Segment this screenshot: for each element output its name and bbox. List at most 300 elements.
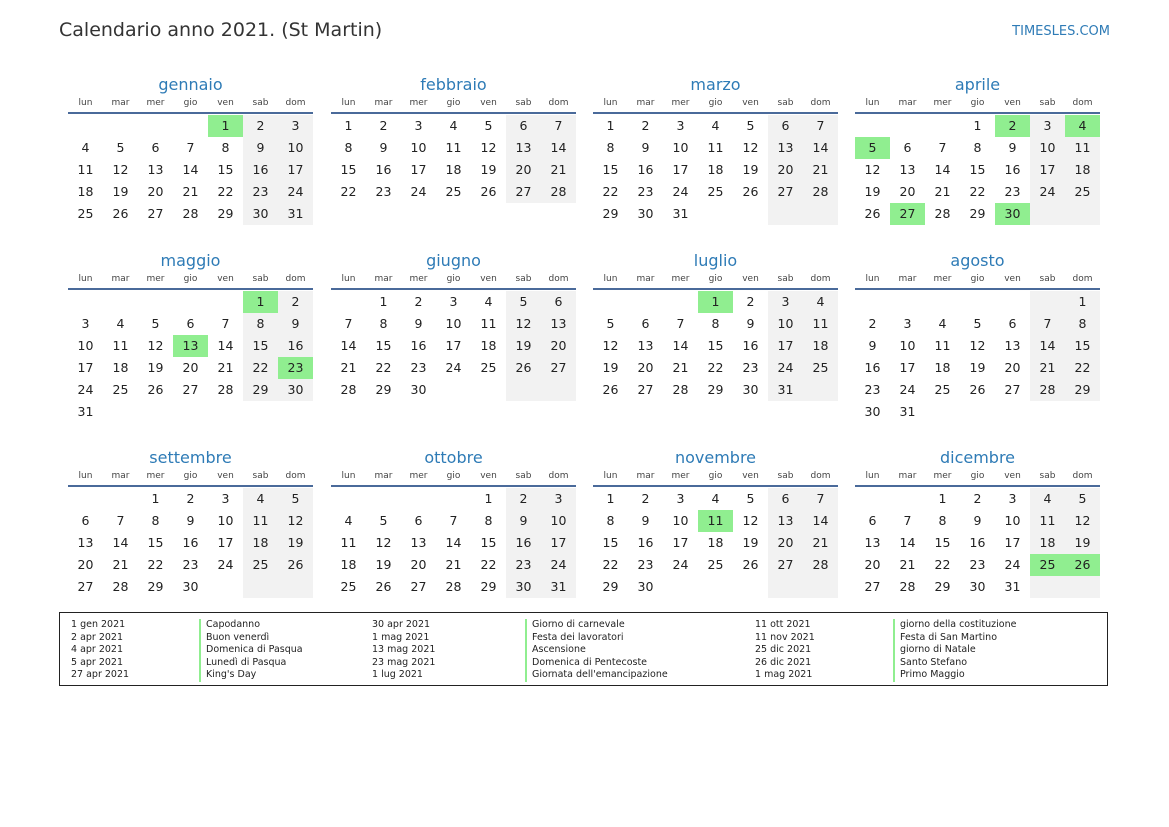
empty-cell xyxy=(698,576,733,598)
empty-cell xyxy=(855,291,890,313)
day-cell: 20 xyxy=(1004,360,1021,375)
weekday-label: lun xyxy=(865,274,880,284)
month-dicembre xyxy=(855,448,1100,598)
weekday-label: mar xyxy=(898,98,917,108)
legend-dates-column xyxy=(755,619,815,682)
day-cell: 18 xyxy=(243,532,278,554)
day-cell: 22 xyxy=(602,184,619,199)
day-cell: 15 xyxy=(602,535,619,550)
day-cell: 16 xyxy=(742,338,759,353)
weekday-label: lun xyxy=(78,98,93,108)
day-cell: 17 xyxy=(445,338,462,353)
day-cell: 9 xyxy=(641,513,650,528)
day-cell: 22 xyxy=(340,184,357,199)
day-cell: 15 xyxy=(375,338,392,353)
empty-cell xyxy=(663,291,698,313)
day-cell: 21 xyxy=(1030,357,1065,379)
day-cell: 26 xyxy=(602,382,619,397)
day-cell: 29 xyxy=(147,579,164,594)
day-cell: 16 xyxy=(637,535,654,550)
day-cell: 25 xyxy=(707,557,724,572)
day-cell: 5 xyxy=(484,118,493,133)
day-cell: 27 xyxy=(768,181,803,203)
day-cell: 21 xyxy=(112,557,129,572)
days-grid xyxy=(593,291,838,401)
empty-cell xyxy=(1065,401,1100,423)
weekday-header xyxy=(593,272,838,290)
day-cell: 9 xyxy=(379,140,388,155)
month-name: aprile xyxy=(954,75,1001,94)
empty-cell xyxy=(138,401,173,423)
day-cell: 10 xyxy=(541,510,576,532)
day-cell: 31 xyxy=(278,203,313,225)
legend-date: 11 nov 2021 xyxy=(755,631,815,643)
day-cell: 14 xyxy=(541,137,576,159)
empty-cell xyxy=(593,291,628,313)
day-cell: 7 xyxy=(186,140,195,155)
page-title: Calendario anno 2021. (St Martin) xyxy=(59,19,383,41)
legend-date: 30 apr 2021 xyxy=(372,619,431,630)
month-name: settembre xyxy=(149,448,232,467)
day-cell: 19 xyxy=(742,162,759,177)
day-cell: 22 xyxy=(969,184,986,199)
month-name: novembre xyxy=(674,448,757,467)
day-cell: 7 xyxy=(344,316,353,331)
day-cell: 28 xyxy=(182,206,199,221)
day-cell: 21 xyxy=(899,557,916,572)
weekday-label: mer xyxy=(671,471,690,481)
day-cell: 20 xyxy=(410,557,427,572)
day-cell: 10 xyxy=(278,137,313,159)
holiday-day: 2 xyxy=(995,115,1030,137)
day-cell: 30 xyxy=(243,203,278,225)
day-cell: 23 xyxy=(410,360,427,375)
day-cell: 22 xyxy=(602,557,619,572)
empty-cell xyxy=(803,379,838,401)
day-cell: 9 xyxy=(1008,140,1017,155)
holiday-day: 1 xyxy=(698,291,733,313)
weekday-label: ven xyxy=(742,98,759,108)
weekday-label: dom xyxy=(285,274,306,284)
day-cell: 13 xyxy=(899,162,916,177)
day-cell: 24 xyxy=(1030,181,1065,203)
day-cell: 13 xyxy=(541,313,576,335)
weekday-label: dom xyxy=(1072,471,1093,481)
day-cell: 9 xyxy=(746,316,755,331)
weekday-label: mer xyxy=(146,274,165,284)
day-cell: 30 xyxy=(278,379,313,401)
legend-date: 2 apr 2021 xyxy=(71,631,124,643)
day-cell: 6 xyxy=(506,115,541,137)
month-ottobre xyxy=(331,448,576,598)
day-cell: 6 xyxy=(151,140,160,155)
day-cell: 21 xyxy=(672,360,689,375)
day-cell: 27 xyxy=(77,579,94,594)
day-cell: 29 xyxy=(480,579,497,594)
day-cell: 10 xyxy=(672,140,689,155)
day-cell: 19 xyxy=(278,532,313,554)
empty-cell xyxy=(138,115,173,137)
day-cell: 16 xyxy=(375,162,392,177)
day-cell: 17 xyxy=(77,360,94,375)
day-cell: 6 xyxy=(768,488,803,510)
day-cell: 22 xyxy=(147,557,164,572)
day-cell: 10 xyxy=(217,513,234,528)
weekday-label: ven xyxy=(742,274,759,284)
weekday-header xyxy=(331,469,576,487)
day-cell: 9 xyxy=(243,137,278,159)
day-cell: 1 xyxy=(344,118,353,133)
weekday-label: gio xyxy=(183,471,198,481)
day-cell: 12 xyxy=(375,535,392,550)
day-cell: 26 xyxy=(864,206,881,221)
month-luglio xyxy=(593,251,838,401)
day-cell: 23 xyxy=(637,557,654,572)
day-cell: 18 xyxy=(1065,159,1100,181)
day-cell: 14 xyxy=(1030,335,1065,357)
empty-cell xyxy=(803,203,838,225)
weekday-label: mer xyxy=(146,471,165,481)
day-cell: 2 xyxy=(746,294,755,309)
day-cell: 11 xyxy=(340,535,357,550)
day-cell: 25 xyxy=(445,184,462,199)
weekday-label: gio xyxy=(708,274,723,284)
weekday-label: ven xyxy=(742,471,759,481)
day-cell: 30 xyxy=(742,382,759,397)
day-cell: 7 xyxy=(541,115,576,137)
day-cell: 31 xyxy=(77,404,94,419)
day-cell: 6 xyxy=(641,316,650,331)
day-cell: 17 xyxy=(672,162,689,177)
holiday-day: 5 xyxy=(855,137,890,159)
weekday-label: gio xyxy=(970,274,985,284)
weekday-label: mer xyxy=(933,274,952,284)
holiday-day: 1 xyxy=(208,115,243,137)
weekday-label: mar xyxy=(898,471,917,481)
day-cell: 6 xyxy=(414,513,423,528)
day-cell: 27 xyxy=(182,382,199,397)
day-cell: 18 xyxy=(112,360,129,375)
day-cell: 25 xyxy=(1065,181,1100,203)
day-cell: 13 xyxy=(77,535,94,550)
day-cell: 24 xyxy=(899,382,916,397)
empty-cell xyxy=(173,115,208,137)
month-name: luglio xyxy=(693,251,738,270)
days-grid xyxy=(68,115,313,225)
day-cell: 2 xyxy=(973,491,982,506)
day-cell: 25 xyxy=(803,357,838,379)
weekday-header xyxy=(855,272,1100,290)
weekday-label: mer xyxy=(933,98,952,108)
empty-cell xyxy=(628,291,663,313)
legend-names-column xyxy=(525,619,668,682)
day-cell: 5 xyxy=(746,491,755,506)
month-name: febbraio xyxy=(420,75,487,94)
empty-cell xyxy=(1030,401,1065,423)
weekday-label: sab xyxy=(1039,98,1056,108)
day-cell: 20 xyxy=(768,532,803,554)
day-cell: 3 xyxy=(278,115,313,137)
day-cell: 22 xyxy=(707,360,724,375)
holiday-legend xyxy=(59,612,1108,686)
day-cell: 17 xyxy=(1004,535,1021,550)
day-cell: 1 xyxy=(484,491,493,506)
month-name: maggio xyxy=(160,251,221,270)
day-cell: 4 xyxy=(803,291,838,313)
weekday-label: sab xyxy=(777,471,794,481)
weekday-label: mer xyxy=(409,471,428,481)
day-cell: 17 xyxy=(278,159,313,181)
legend-date: 26 dic 2021 xyxy=(755,656,812,668)
day-cell: 4 xyxy=(243,488,278,510)
day-cell: 23 xyxy=(375,184,392,199)
weekday-header xyxy=(593,96,838,114)
holiday-day: 4 xyxy=(1065,115,1100,137)
day-cell: 16 xyxy=(410,338,427,353)
empty-cell xyxy=(1030,203,1065,225)
day-cell: 3 xyxy=(1030,115,1065,137)
weekday-label: lun xyxy=(603,471,618,481)
day-cell: 10 xyxy=(1030,137,1065,159)
day-cell: 7 xyxy=(116,513,125,528)
day-cell: 8 xyxy=(484,513,493,528)
day-cell: 23 xyxy=(742,360,759,375)
weekday-label: lun xyxy=(865,471,880,481)
weekday-label: ven xyxy=(1004,274,1021,284)
day-cell: 25 xyxy=(934,382,951,397)
day-cell: 5 xyxy=(606,316,615,331)
day-cell: 29 xyxy=(934,579,951,594)
day-cell: 11 xyxy=(480,316,497,331)
day-cell: 18 xyxy=(1030,532,1065,554)
day-cell: 5 xyxy=(746,118,755,133)
holiday-day: 11 xyxy=(698,510,733,532)
day-cell: 31 xyxy=(768,379,803,401)
day-cell: 29 xyxy=(602,579,619,594)
day-cell: 27 xyxy=(637,382,654,397)
empty-cell xyxy=(855,488,890,510)
empty-cell xyxy=(173,291,208,313)
day-cell: 9 xyxy=(506,510,541,532)
day-cell: 12 xyxy=(506,313,541,335)
legend-holiday-name: Giorno di carnevale xyxy=(525,619,668,632)
day-cell: 15 xyxy=(147,535,164,550)
day-cell: 22 xyxy=(243,357,278,379)
site-link[interactable]: TIMESLES.COM xyxy=(1012,24,1110,39)
day-cell: 21 xyxy=(182,184,199,199)
month-agosto xyxy=(855,251,1100,423)
empty-cell xyxy=(890,291,925,313)
day-cell: 9 xyxy=(868,338,877,353)
day-cell: 18 xyxy=(803,335,838,357)
day-cell: 15 xyxy=(969,162,986,177)
day-cell: 13 xyxy=(147,162,164,177)
legend-date: 25 dic 2021 xyxy=(755,644,812,655)
day-cell: 11 xyxy=(1065,137,1100,159)
weekday-label: gio xyxy=(970,471,985,481)
empty-cell xyxy=(103,401,138,423)
day-cell: 25 xyxy=(112,382,129,397)
day-cell: 1 xyxy=(151,491,160,506)
month-febbraio xyxy=(331,75,576,203)
day-cell: 24 xyxy=(410,184,427,199)
day-cell: 31 xyxy=(541,576,576,598)
legend-date: 4 apr 2021 xyxy=(71,644,124,655)
day-cell: 17 xyxy=(768,335,803,357)
day-cell: 11 xyxy=(934,338,951,353)
day-cell: 9 xyxy=(278,313,313,335)
weekday-label: gio xyxy=(708,98,723,108)
weekday-label: gio xyxy=(446,471,461,481)
day-cell: 24 xyxy=(541,554,576,576)
weekday-label: lun xyxy=(865,98,880,108)
weekday-label: sab xyxy=(515,274,532,284)
weekday-label: gio xyxy=(446,98,461,108)
day-cell: 30 xyxy=(410,382,427,397)
weekday-label: mar xyxy=(636,471,655,481)
day-cell: 6 xyxy=(768,115,803,137)
day-cell: 27 xyxy=(410,579,427,594)
day-cell: 14 xyxy=(340,338,357,353)
weekday-header xyxy=(331,96,576,114)
day-cell: 15 xyxy=(1065,335,1100,357)
empty-cell xyxy=(103,488,138,510)
month-name: giugno xyxy=(426,251,481,270)
day-cell: 2 xyxy=(414,294,423,309)
empty-cell xyxy=(855,115,890,137)
day-cell: 16 xyxy=(182,535,199,550)
day-cell: 5 xyxy=(151,316,160,331)
day-cell: 8 xyxy=(973,140,982,155)
day-cell: 29 xyxy=(243,379,278,401)
day-cell: 12 xyxy=(864,162,881,177)
day-cell: 18 xyxy=(480,338,497,353)
legend-date: 27 apr 2021 xyxy=(71,669,130,680)
day-cell: 16 xyxy=(637,162,654,177)
day-cell: 11 xyxy=(77,162,94,177)
weekday-label: mar xyxy=(374,98,393,108)
day-cell: 2 xyxy=(278,291,313,313)
weekday-label: lun xyxy=(603,98,618,108)
legend-date: 13 mag 2021 xyxy=(372,644,436,655)
weekday-label: dom xyxy=(810,471,831,481)
day-cell: 21 xyxy=(445,557,462,572)
empty-cell xyxy=(208,291,243,313)
day-cell: 25 xyxy=(77,206,94,221)
holiday-day: 26 xyxy=(1065,554,1100,576)
day-cell: 20 xyxy=(147,184,164,199)
day-cell: 5 xyxy=(506,291,541,313)
day-cell: 13 xyxy=(410,535,427,550)
day-cell: 18 xyxy=(934,360,951,375)
empty-cell xyxy=(995,401,1030,423)
day-cell: 22 xyxy=(375,360,392,375)
day-cell: 8 xyxy=(243,313,278,335)
weekday-label: ven xyxy=(480,471,497,481)
weekday-label: sab xyxy=(252,98,269,108)
day-cell: 16 xyxy=(1004,162,1021,177)
day-cell: 19 xyxy=(112,184,129,199)
legend-holiday-name: Festa di San Martino xyxy=(893,632,1016,645)
empty-cell xyxy=(331,488,366,510)
day-cell: 20 xyxy=(182,360,199,375)
day-cell: 11 xyxy=(243,510,278,532)
month-settembre xyxy=(68,448,313,598)
day-cell: 11 xyxy=(445,140,462,155)
day-cell: 21 xyxy=(541,159,576,181)
weekday-label: dom xyxy=(1072,274,1093,284)
day-cell: 12 xyxy=(602,338,619,353)
day-cell: 16 xyxy=(864,360,881,375)
day-cell: 3 xyxy=(81,316,90,331)
day-cell: 13 xyxy=(1004,338,1021,353)
legend-date: 1 lug 2021 xyxy=(372,669,423,680)
day-cell: 19 xyxy=(602,360,619,375)
weekday-label: gio xyxy=(446,274,461,284)
day-cell: 27 xyxy=(506,181,541,203)
weekday-label: sab xyxy=(777,98,794,108)
day-cell: 12 xyxy=(742,140,759,155)
legend-holiday-name: Giornata dell'emancipazione xyxy=(525,669,668,682)
weekday-label: ven xyxy=(480,274,497,284)
weekday-label: sab xyxy=(515,471,532,481)
day-cell: 29 xyxy=(1065,379,1100,401)
day-cell: 4 xyxy=(711,491,720,506)
legend-holiday-name: Domenica di Pasqua xyxy=(199,644,303,657)
empty-cell xyxy=(208,401,243,423)
day-cell: 23 xyxy=(864,382,881,397)
weekday-label: sab xyxy=(1039,471,1056,481)
day-cell: 22 xyxy=(480,557,497,572)
day-cell: 23 xyxy=(243,181,278,203)
day-cell: 26 xyxy=(147,382,164,397)
empty-cell xyxy=(1065,203,1100,225)
weekday-label: sab xyxy=(252,274,269,284)
empty-cell xyxy=(471,379,506,401)
weekday-label: gio xyxy=(970,98,985,108)
weekday-label: sab xyxy=(515,98,532,108)
weekday-header xyxy=(331,272,576,290)
month-name: marzo xyxy=(690,75,741,94)
day-cell: 4 xyxy=(938,316,947,331)
day-cell: 13 xyxy=(768,510,803,532)
day-cell: 9 xyxy=(186,513,195,528)
day-cell: 26 xyxy=(742,184,759,199)
legend-holiday-name: Ascensione xyxy=(525,644,668,657)
month-maggio xyxy=(68,251,313,423)
day-cell: 10 xyxy=(1004,513,1021,528)
day-cell: 23 xyxy=(182,557,199,572)
day-cell: 19 xyxy=(147,360,164,375)
month-novembre xyxy=(593,448,838,598)
month-name: ottobre xyxy=(424,448,483,467)
day-cell: 3 xyxy=(676,491,685,506)
day-cell: 14 xyxy=(803,510,838,532)
days-grid xyxy=(593,115,838,225)
day-cell: 8 xyxy=(151,513,160,528)
weekday-header xyxy=(68,96,313,114)
day-cell: 17 xyxy=(541,532,576,554)
day-cell: 12 xyxy=(147,338,164,353)
day-cell: 18 xyxy=(445,162,462,177)
empty-cell xyxy=(506,379,541,401)
day-cell: 29 xyxy=(375,382,392,397)
day-cell: 29 xyxy=(707,382,724,397)
day-cell: 27 xyxy=(541,357,576,379)
legend-holiday-name: Buon venerdì xyxy=(199,632,303,645)
day-cell: 5 xyxy=(379,513,388,528)
day-cell: 13 xyxy=(637,338,654,353)
